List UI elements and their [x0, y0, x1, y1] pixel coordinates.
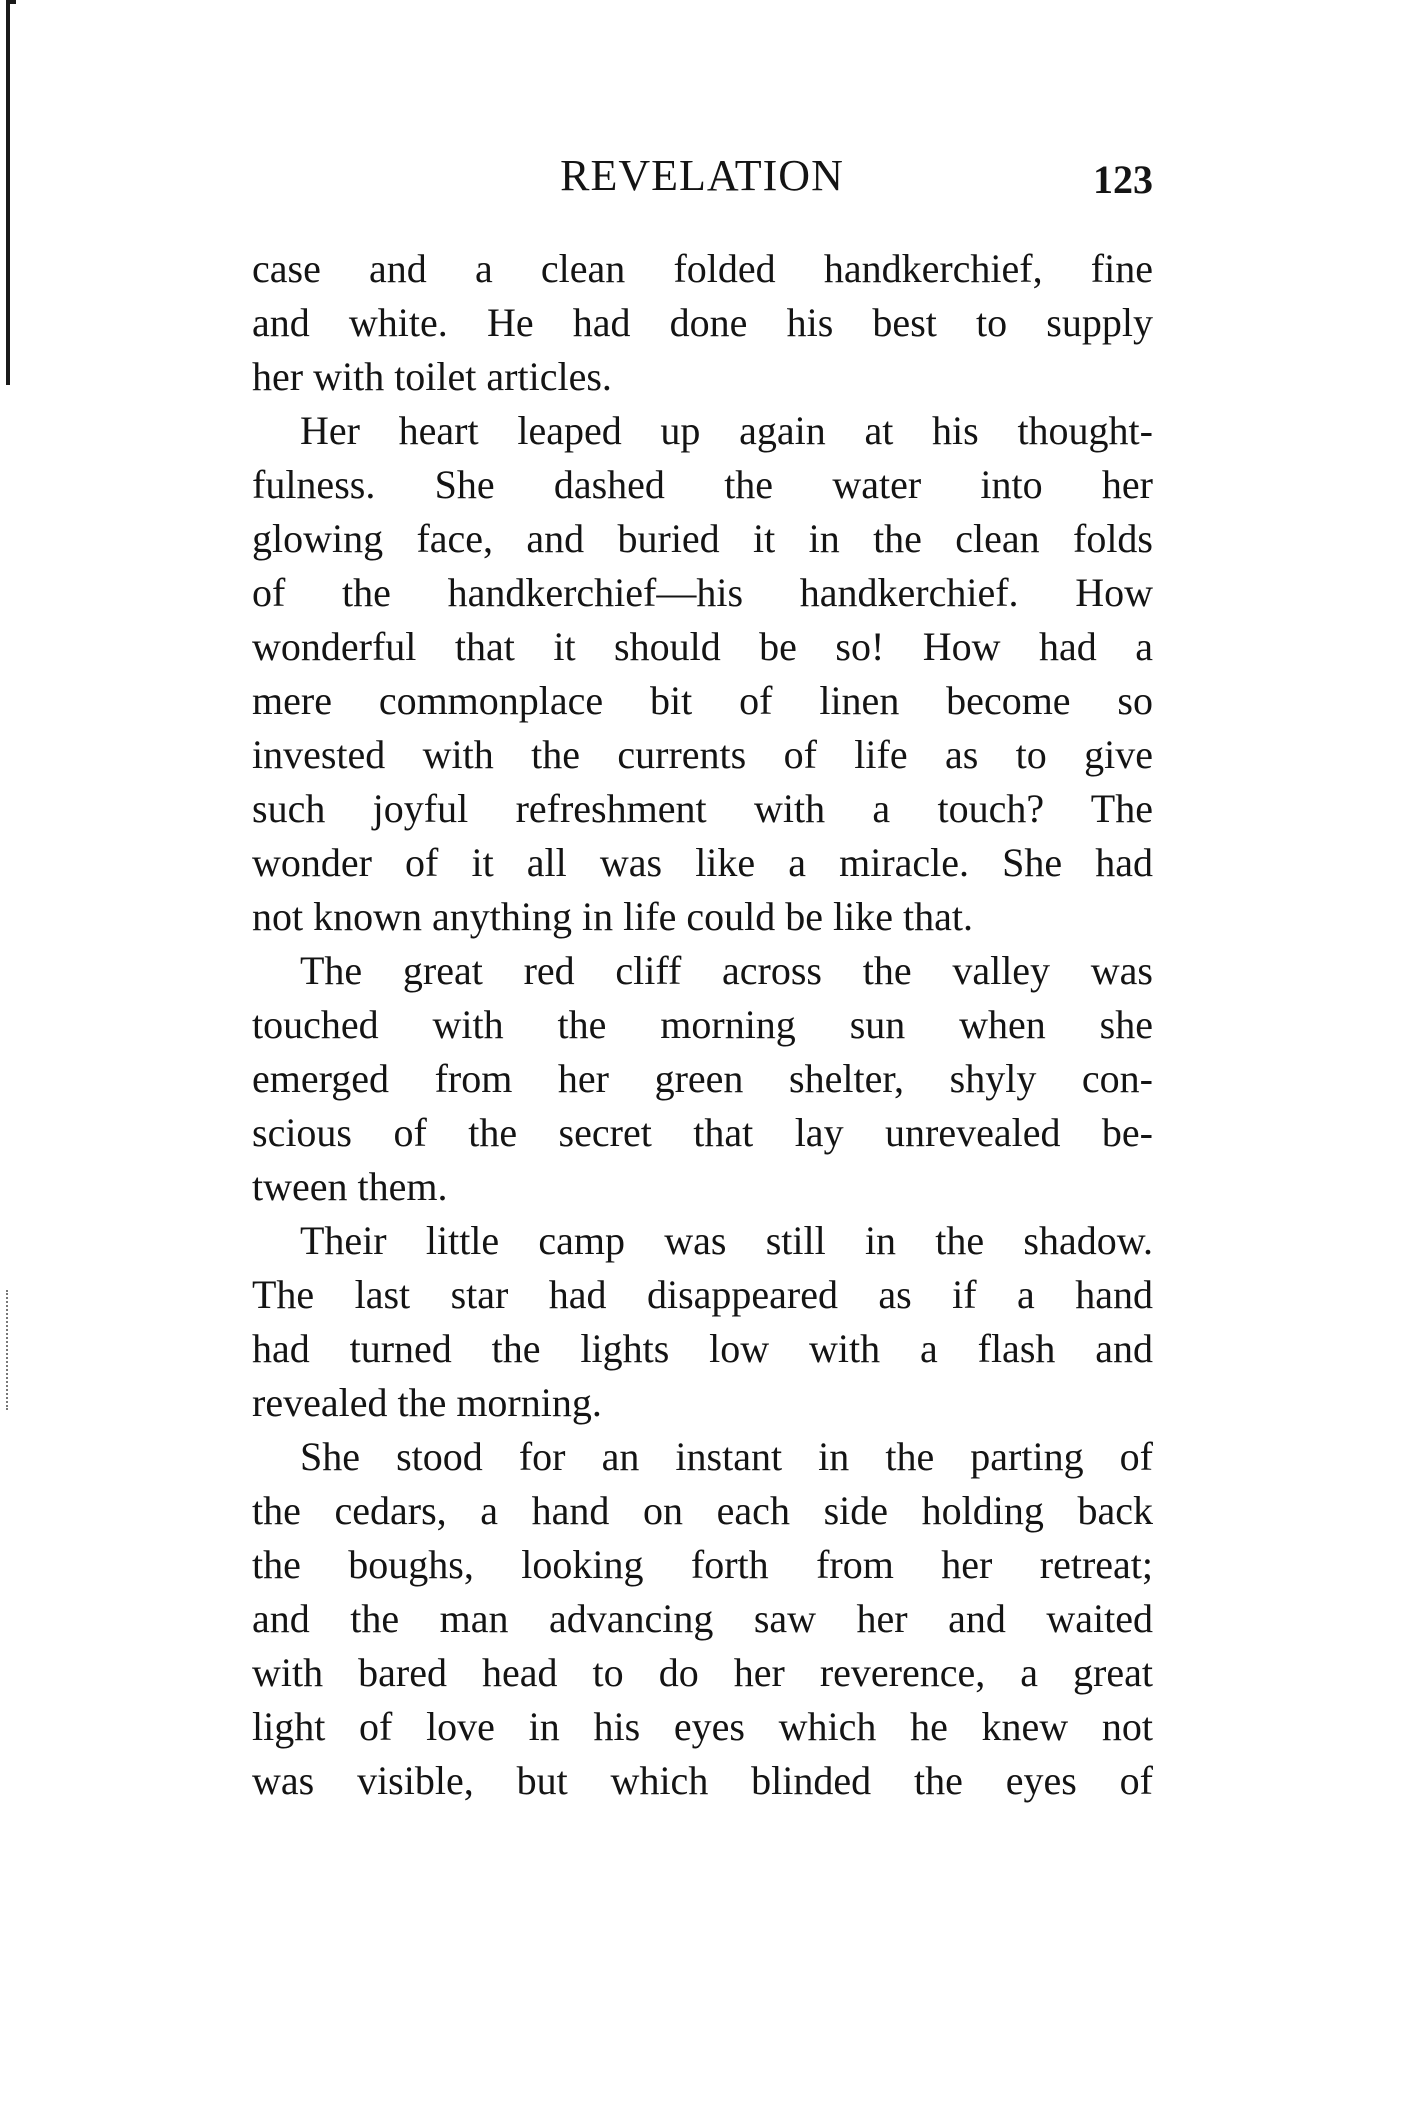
text-line: tween them. — [252, 1164, 448, 1209]
text-line: She stood for an instant in the parting of — [300, 1434, 1153, 1479]
text-line: scious of the secret that lay unrevealed be- — [252, 1110, 1153, 1155]
running-head-title: REVELATION — [560, 151, 844, 200]
text-line: with bared head to do her reverence, a great — [252, 1650, 1153, 1695]
text-line: Their little camp was still in the shadow. — [300, 1218, 1153, 1263]
text-line: The last star had disappeared as if a hand — [252, 1272, 1153, 1317]
text-line: such joyful refreshment with a touch? The — [252, 786, 1153, 831]
text-line: touched with the morning sun when she — [252, 1002, 1153, 1047]
text-line: glowing face, and buried it in the clean folds — [252, 516, 1153, 561]
text-line: the cedars, a hand on each side holding back — [252, 1488, 1153, 1533]
text-line: had turned the lights low with a flash and — [252, 1326, 1153, 1371]
text-line: her with toilet articles. — [252, 354, 612, 399]
body-text — [252, 242, 1153, 1808]
text-line: mere commonplace bit of linen become so — [252, 678, 1153, 723]
text-line: revealed the morning. — [252, 1380, 602, 1425]
text-line: wonderful that it should be so! How had a — [252, 624, 1153, 669]
text-line: invested with the currents of life as to give — [252, 732, 1153, 777]
text-line: Her heart leaped up again at his thought- — [300, 408, 1153, 453]
text-line: fulness. She dashed the water into her — [252, 462, 1153, 507]
text-line: emerged from her green shelter, shyly con- — [252, 1056, 1153, 1101]
text-line: wonder of it all was like a miracle. She had — [252, 840, 1153, 885]
text-line: and the man advancing saw her and waited — [252, 1596, 1153, 1641]
text-line: The great red cliff across the valley was — [300, 948, 1153, 993]
text-line: the boughs, looking forth from her retreat; — [252, 1542, 1153, 1587]
text-line: and white. He had done his best to supply — [252, 300, 1153, 345]
scan-artifact-mark — [6, 1290, 10, 1410]
text-line: was visible, but which blinded the eyes of — [252, 1758, 1153, 1803]
text-line: case and a clean folded handkerchief, fine — [252, 246, 1153, 291]
scan-edge-line — [6, 0, 10, 385]
running-head — [252, 150, 1152, 210]
text-line: not known anything in life could be like that. — [252, 894, 973, 939]
text-line: light of love in his eyes which he knew not — [252, 1704, 1153, 1749]
text-line: of the handkerchief—his handkerchief. How — [252, 570, 1153, 615]
page-number: 123 — [1093, 157, 1153, 202]
